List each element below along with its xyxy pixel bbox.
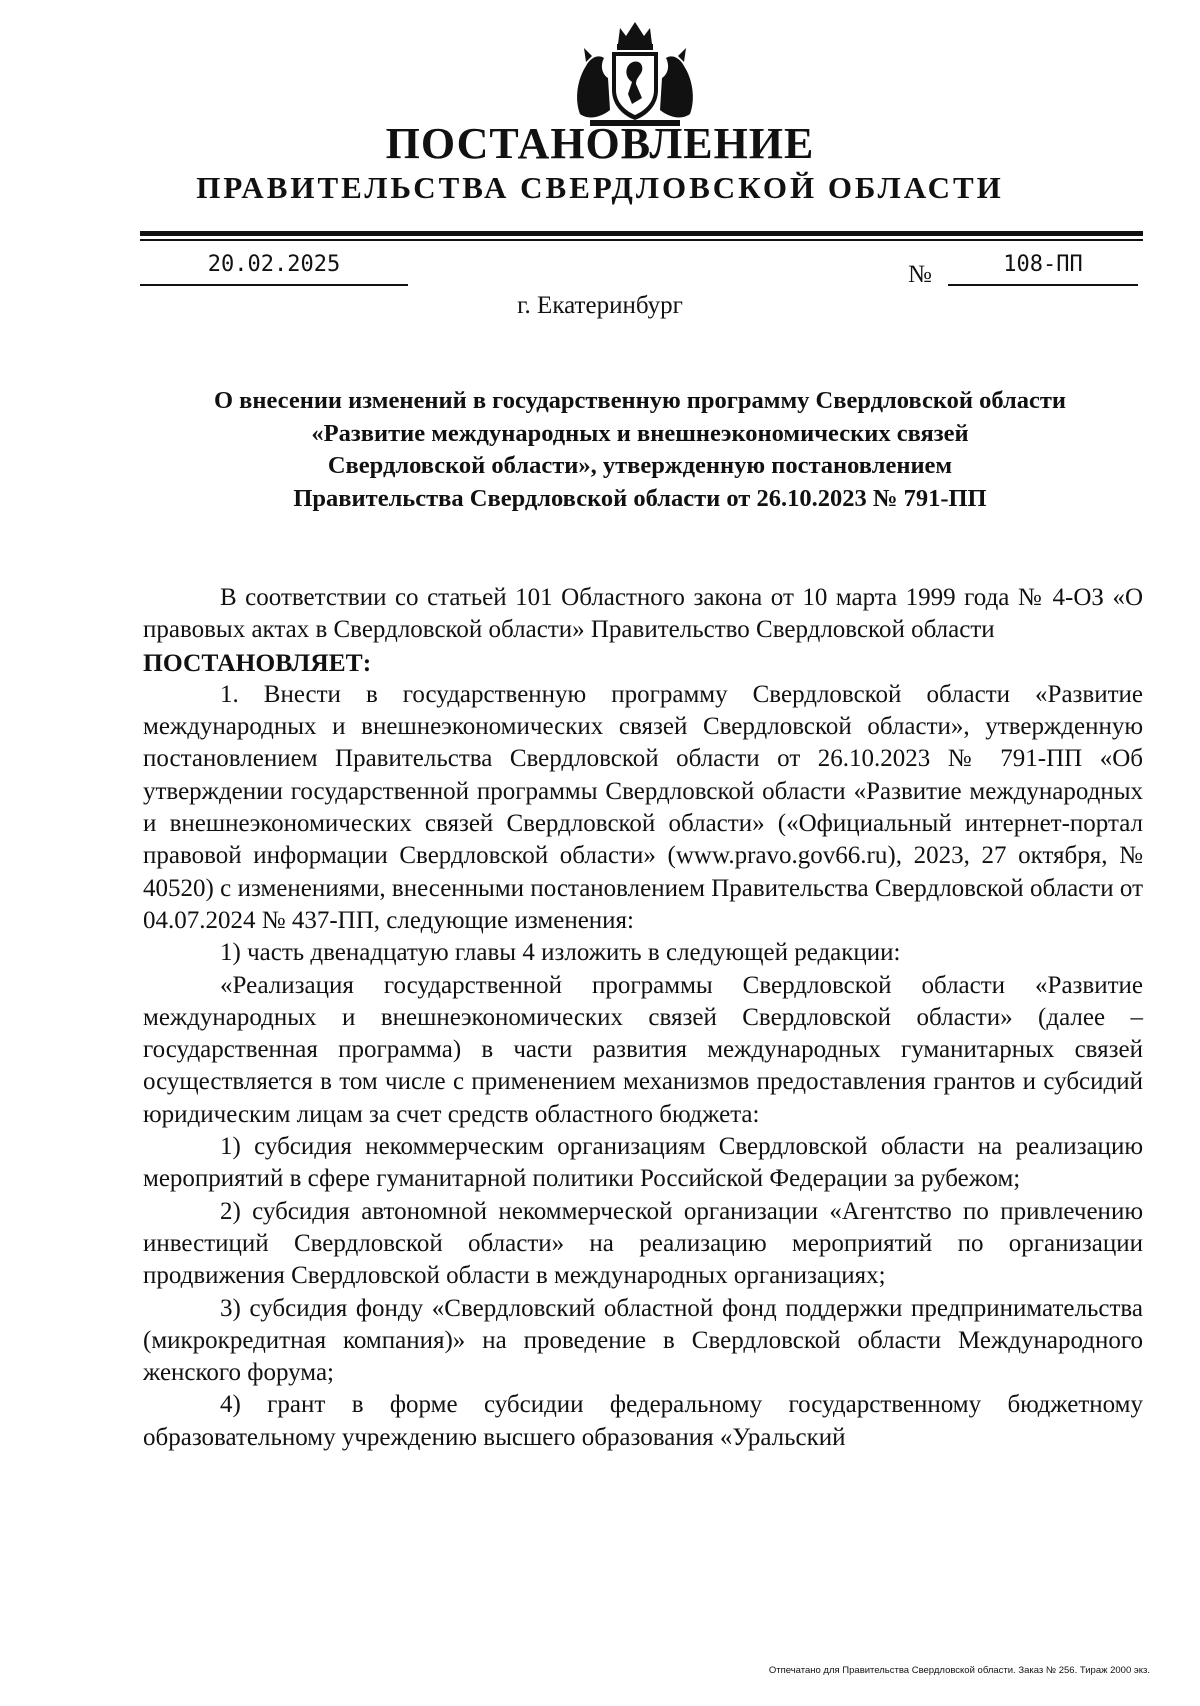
document-body xyxy=(143,582,1143,1454)
decree-word: ПОСТАНОВЛЯЕТ: xyxy=(143,647,372,677)
body-paragraph: 3) субсидия фонду «Свердловский областной фонд поддержки предпринимательства (микрокредитная компания)» на проведение в Свердловской области Международного женского форума; xyxy=(143,1294,1143,1387)
heading-line: Правительства Свердловской области от 26.10.2023 № 791-ПП xyxy=(293,484,987,512)
document-number: 108-ПП xyxy=(1003,252,1083,277)
body-paragraph: 4) грант в форме субсидии федеральному государственному бюджетному образовательному учреждению высшего образования «Уральский xyxy=(143,1391,1143,1451)
document-date: 20.02.2025 xyxy=(207,252,341,277)
heading-line: О внесении изменений в государственную программу Свердловской области xyxy=(213,387,1067,414)
header-rule-thin xyxy=(140,239,1143,241)
document-city: г. Екатеринбург xyxy=(517,292,683,319)
date-underline xyxy=(140,284,408,286)
coat-of-arms-icon xyxy=(570,18,700,130)
heading-line: Свердловской области», утвержденную постановлением xyxy=(327,452,953,479)
header-rule-thick xyxy=(140,231,1143,236)
heading-line: «Развитие международных и внешнеэкономических связей xyxy=(311,419,969,447)
body-paragraph: 1) часть двенадцатую главы 4 изложить в следующей редакции: xyxy=(220,939,901,967)
body-paragraph: «Реализация государственной программы Свердловской области «Развитие международных и внешнеэкономических связей Свердловской области» (далее – государственная программа) в части развития международных гуманитарных связей осуществляется в том числе с применением механизмов предоставления грантов и субсидий юридическим лицам за счет средств областного бюджета: xyxy=(143,971,1143,1128)
body-paragraph: 1) субсидия некоммерческим организациям Свердловской области на реализацию мероприятий в сфере гуманитарной политики Российской Федерации за рубежом; xyxy=(143,1133,1143,1193)
preamble-paragraph: В соответствии со статьей 101 Областного закона от 10 марта 1999 года № 4-ОЗ «О правовых актах в Свердловской области» Правительство Свердловской области xyxy=(143,584,1143,644)
number-sign: № xyxy=(908,261,932,288)
print-note: Отпечатано для Правительства Свердловской области. Заказ № 256. Тираж 2000 экз. xyxy=(768,1665,1150,1676)
document-heading xyxy=(130,385,1150,515)
document-subtitle: ПРАВИТЕЛЬСТВА СВЕРДЛОВСКОЙ ОБЛАСТИ xyxy=(196,170,1004,205)
body-paragraph: 2) субсидия автономной некоммерческой организации «Агентство по привлечению инвестиций Свердловской области» на реализацию мероприятий по организации продвижения Свердловской области в международных организациях; xyxy=(143,1197,1143,1290)
document-title: ПОСТАНОВЛЕНИЕ xyxy=(385,119,815,168)
body-paragraph: 1. Внести в государственную программу Свердловской области «Развитие международных и внешнеэкономических связей Свердловской области», утвержденную постановлением Правительства Свердловской области от 26.10.2023 № 791-ПП «Об утверждении государственной программы Свердловской области «Развитие международных и внешнеэкономических связей Свердловской области» («Официальный интернет-портал правовой информации Свердловской области» (www.pravo.gov66.ru), 2023, 27 октября, № 40520) с изменениями, внесенными постановлением Правительства Свердловской области от 04.07.2024 № 437-ПП, следующие изменения: xyxy=(143,680,1143,934)
number-underline xyxy=(948,284,1138,286)
